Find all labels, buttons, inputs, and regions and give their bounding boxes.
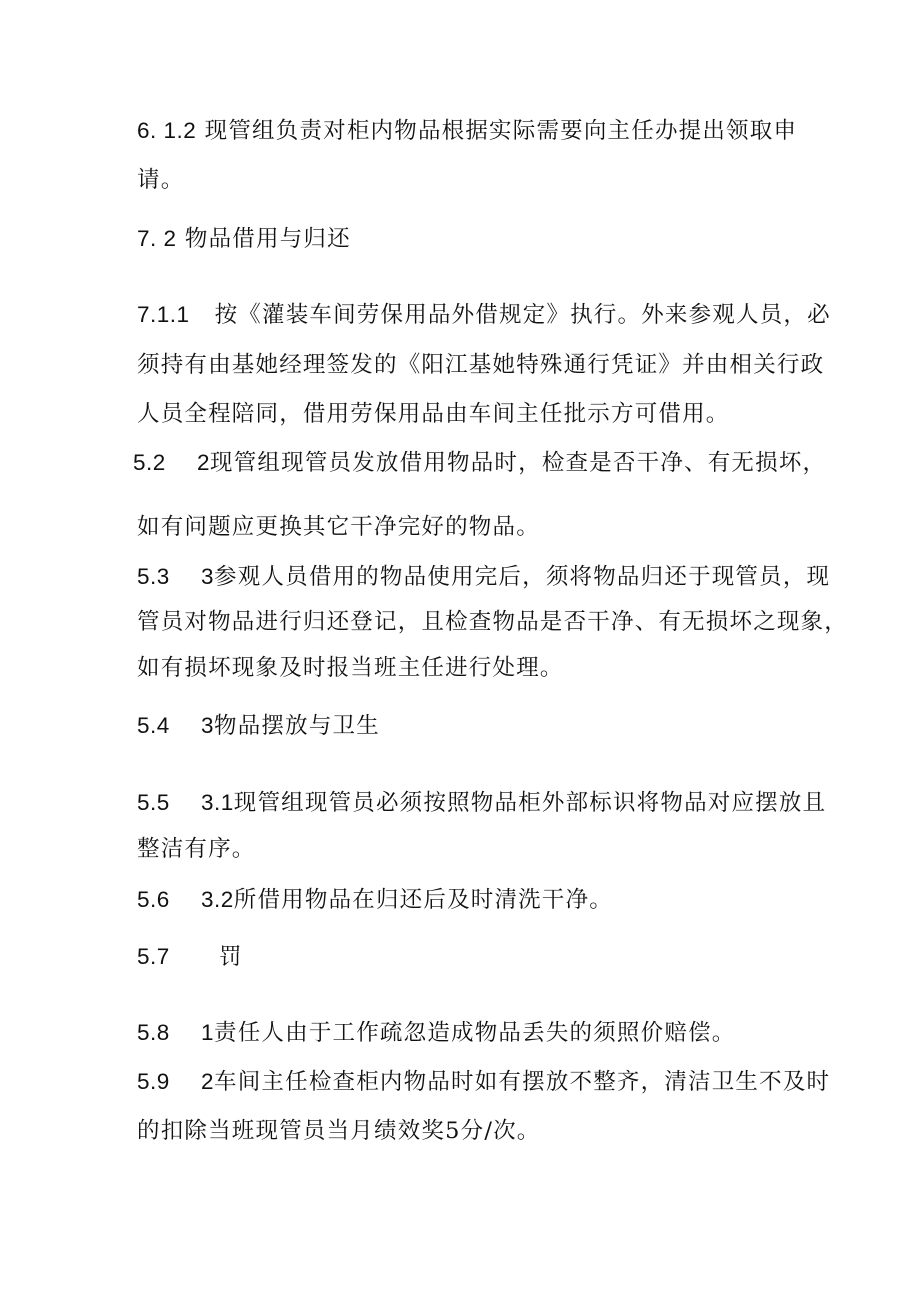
section-number: 5.6: [137, 887, 170, 912]
paragraph-text: 须持有由基她经理签发的《阳江基她特殊通行凭证》并由相关行政: [137, 352, 825, 378]
paragraph-text: 如有问题应更换其它干净完好的物品。: [137, 514, 540, 540]
paragraph-text: 车间主任检查柜内物品时如有摆放不整齐，清洁卫生不及时: [214, 1069, 831, 1095]
paragraph-6-1-2-line-1: [137, 116, 797, 146]
section-title: 物品摆放与卫生: [214, 713, 380, 739]
paragraph-text: 整洁有序。: [137, 836, 256, 862]
section-title: 物品借用与归还: [184, 226, 351, 252]
subsection-number: 2: [197, 450, 211, 475]
section-heading-5-4: [137, 711, 380, 741]
paragraph-5-3-line-2: [137, 607, 848, 637]
section-number: 5.7: [137, 944, 170, 969]
section-title: 罚: [219, 944, 243, 970]
paragraph-7-1-1-line-3: [137, 399, 730, 429]
section-number: 5.2: [133, 450, 166, 475]
paragraph-7-1-1-line-2: [137, 350, 824, 380]
paragraph-5-3-line-3: [137, 653, 564, 683]
section-number: 7. 2: [137, 226, 177, 251]
subsection-number: 3: [201, 713, 215, 738]
paragraph-text: 现管组现管员必须按照物品柜外部标识将物品对应摆放且: [233, 790, 827, 816]
section-number: 5.9: [137, 1069, 170, 1094]
section-number: 5.4: [137, 713, 170, 738]
subsection-number: 3.2: [201, 887, 234, 912]
paragraph-text: 管员对物品进行归还登记，且检查物品是否干净、有无损坏之现象，: [137, 609, 849, 635]
paragraph-5-9-line-1: [137, 1067, 830, 1097]
paragraph-5-8: [137, 1018, 735, 1048]
subsection-number: 3.1: [201, 790, 234, 815]
paragraph-5-3-line-1: [137, 562, 830, 592]
paragraph-text: 人员全程陪同，借用劳保用品由车间主任批示方可借用。: [137, 401, 730, 427]
paragraph-text: 如有损坏现象及时报当班主任进行处理。: [137, 655, 564, 681]
paragraph-5-2-line-1: [133, 448, 826, 478]
paragraph-7-1-1-line-1: [137, 300, 831, 330]
paragraph-5-5-line-1: [137, 788, 826, 818]
paragraph-5-2-line-2: [137, 512, 540, 542]
paragraph-text: 所借用物品在归还后及时清洗干净。: [233, 887, 613, 913]
paragraph-5-9-line-2: [137, 1116, 541, 1146]
section-heading-7-2: [137, 224, 351, 254]
section-heading-5-7: [137, 942, 243, 972]
paragraph-5-5-line-2: [137, 834, 256, 864]
section-number: 5.3: [137, 564, 170, 589]
paragraph-text: 现管组现管员发放借用物品时，检查是否干净、有无损坏，: [210, 450, 827, 476]
section-number: 7.1.1: [137, 302, 190, 327]
paragraph-text: 按《灌装车间劳保用品外借规定》执行。外来参观人员，必: [214, 302, 831, 328]
paragraph-6-1-2-line-2: [137, 165, 184, 195]
paragraph-text: 参观人员借用的物品使用完后，须将物品归还于现管员，现: [214, 564, 831, 590]
section-number: 5.8: [137, 1020, 170, 1045]
paragraph-5-6: [137, 885, 613, 915]
subsection-number: 3: [201, 564, 215, 589]
section-number: 6. 1.2: [137, 118, 197, 143]
section-number: 5.5: [137, 790, 170, 815]
paragraph-text: 请。: [137, 167, 185, 193]
paragraph-text: 责任人由于工作疏忽造成物品丢失的须照价赔偿。: [214, 1020, 736, 1046]
subsection-number: 1: [201, 1020, 215, 1045]
paragraph-text: 的扣除当班现管员当月绩效奖5分/次。: [137, 1118, 541, 1144]
subsection-number: 2: [201, 1069, 215, 1094]
paragraph-text: 现管组负责对柜内物品根据实际需要向主任办提出领取申: [204, 118, 798, 144]
